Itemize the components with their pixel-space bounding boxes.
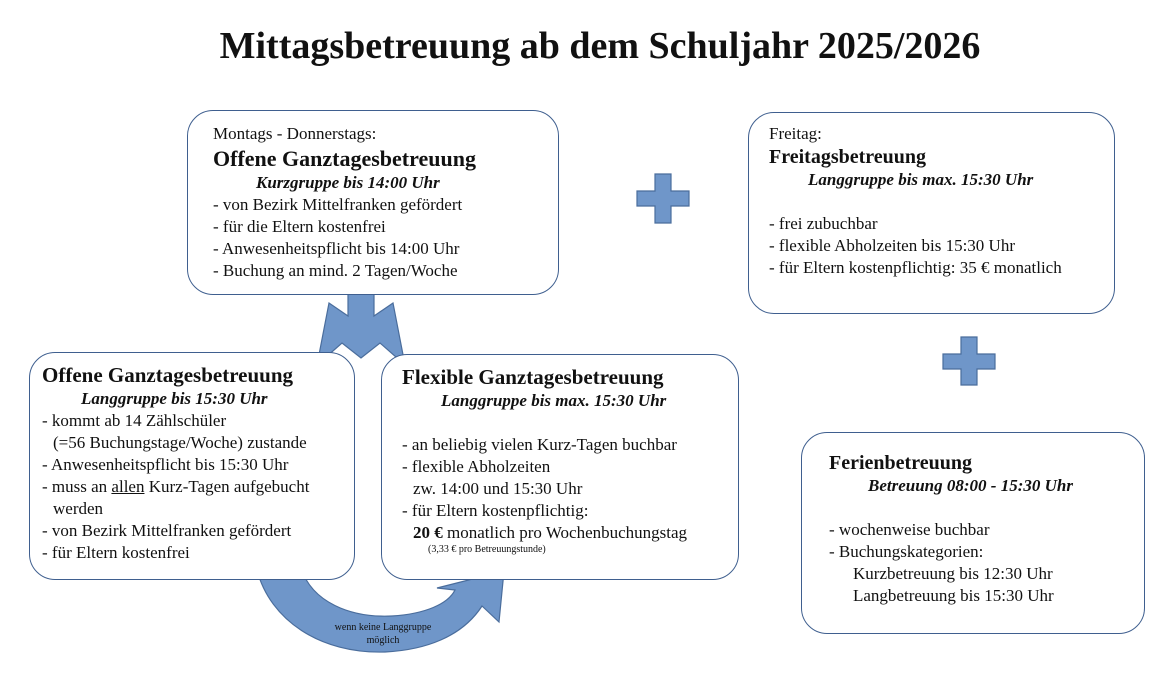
curved-arrow-label bbox=[308, 621, 458, 647]
text-segment: monatlich pro Wochenbuchungstag bbox=[442, 523, 688, 542]
list-item bbox=[402, 522, 738, 544]
list-item bbox=[42, 476, 354, 498]
box-subheading: Kurzgruppe bis 14:00 Uhr bbox=[256, 173, 440, 192]
box-langgruppe bbox=[29, 352, 355, 580]
text-segment: - muss an bbox=[42, 477, 112, 496]
box-ferienbetreuung bbox=[801, 432, 1145, 634]
plus-icon bbox=[943, 337, 995, 385]
text-segment: Kurz-Tagen aufgebucht bbox=[144, 477, 310, 496]
list-item: - flexible Abholzeiten bbox=[402, 457, 551, 476]
price-note: (3,33 € pro Betreuungstunde) bbox=[428, 544, 546, 555]
list-item: - für Eltern kostenpflichtig: bbox=[402, 501, 589, 520]
list-item: Langbetreuung bis 15:30 Uhr bbox=[853, 586, 1054, 605]
list-item: zw. 14:00 und 15:30 Uhr bbox=[413, 479, 583, 498]
list-item: (=56 Buchungstage/Woche) zustande bbox=[53, 433, 307, 452]
label-line: wenn keine Langgruppe bbox=[334, 622, 432, 633]
box-heading: Offene Ganztagesbetreuung bbox=[42, 363, 294, 387]
box-mo-do-kurzgruppe bbox=[187, 110, 559, 295]
page-title: Mittagsbetreuung ab dem Schuljahr 2025/2026 bbox=[219, 25, 981, 67]
list-item: - für Eltern kostenfrei bbox=[42, 543, 190, 562]
days-label: Montags - Donnerstags: bbox=[213, 124, 377, 143]
box-subheading: Langgruppe bis 15:30 Uhr bbox=[81, 389, 268, 408]
list-item: - frei zubuchbar bbox=[769, 214, 878, 233]
list-item: - für Eltern kostenpflichtig: 35 € monatlich bbox=[769, 258, 1062, 277]
box-subheading: Langgruppe bis max. 15:30 Uhr bbox=[441, 391, 667, 410]
box-flexible-betreuung bbox=[381, 354, 739, 580]
underlined-word: allen bbox=[111, 477, 145, 496]
box-heading: Freitagsbetreuung bbox=[769, 146, 927, 168]
list-item: - von Bezirk Mittelfranken gefördert bbox=[213, 195, 463, 214]
list-item: - flexible Abholzeiten bis 15:30 Uhr bbox=[769, 236, 1015, 255]
list-item: - für die Eltern kostenfrei bbox=[213, 217, 386, 236]
price-amount: 20 € bbox=[413, 523, 443, 542]
list-item: - Buchung an mind. 2 Tagen/Woche bbox=[213, 261, 458, 280]
list-item: - kommt ab 14 Zählschüler bbox=[42, 411, 227, 430]
box-heading: Offene Ganztagesbetreuung bbox=[213, 146, 476, 171]
plus-icon bbox=[637, 174, 689, 223]
list-item: - wochenweise buchbar bbox=[829, 520, 990, 539]
label-line: möglich bbox=[366, 635, 400, 646]
list-item: - Buchungskategorien: bbox=[829, 542, 984, 561]
list-item: - Anwesenheitspflicht bis 14:00 Uhr bbox=[213, 239, 460, 258]
box-freitagsbetreuung bbox=[748, 112, 1115, 314]
list-item: - von Bezirk Mittelfranken gefördert bbox=[42, 521, 292, 540]
box-heading: Flexible Ganztagesbetreuung bbox=[402, 365, 664, 389]
list-item: Kurzbetreuung bis 12:30 Uhr bbox=[853, 564, 1053, 583]
list-item: - Anwesenheitspflicht bis 15:30 Uhr bbox=[42, 455, 289, 474]
list-item: werden bbox=[53, 499, 104, 518]
box-subheading: Langgruppe bis max. 15:30 Uhr bbox=[808, 170, 1034, 189]
days-label: Freitag: bbox=[769, 124, 822, 143]
list-item: - an beliebig vielen Kurz-Tagen buchbar bbox=[402, 435, 677, 454]
box-heading: Ferienbetreuung bbox=[829, 452, 972, 474]
box-subheading: Betreuung 08:00 - 15:30 Uhr bbox=[868, 476, 1073, 495]
